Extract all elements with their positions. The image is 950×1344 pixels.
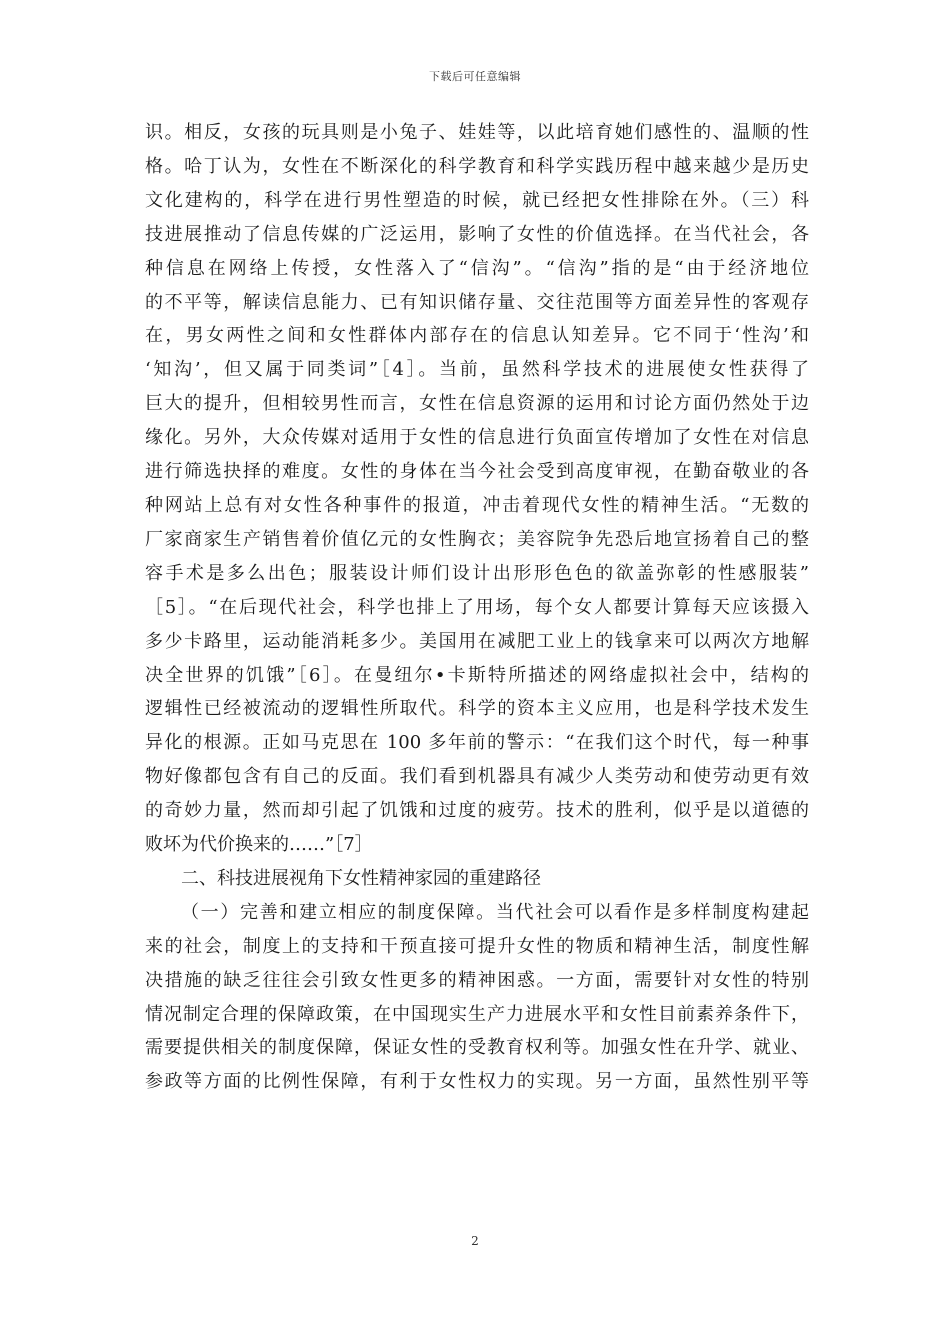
text-line: ［5］。“在后现代社会，科学也排上了用场，每个女人都要计算每天应该摄入 bbox=[145, 596, 809, 618]
text-line: 决措施的缺乏往往会引致女性更多的精神困惑。一方面，需要针对女性的特别 bbox=[145, 969, 809, 991]
text-line: 的奇妙力量，然而却引起了饥饿和过度的疲劳。技术的胜利，似乎是以道德的 bbox=[145, 800, 809, 822]
text-line: 败坏为代价换来的……”［7］ bbox=[145, 834, 373, 856]
text-line: 识。相反，女孩的玩具则是小兔子、娃娃等，以此培育她们感性的、温顺的性 bbox=[145, 122, 809, 143]
text-line: （一）完善和建立相应的制度保障。当代社会可以看作是多样制度构建起 bbox=[181, 901, 809, 923]
text-line: 格。哈丁认为，女性在不断深化的科学教育和科学实践历程中越来越少是历史 bbox=[145, 155, 809, 177]
text-line: ‘知沟’，但又属于同类词”［4］。当前，虽然科学技术的进展使女性获得了 bbox=[145, 359, 809, 381]
paragraph-1 bbox=[145, 116, 809, 862]
text-line: 异化的根源。正如马克思在 100 多年前的警示：“在我们这个时代，每一种事 bbox=[145, 732, 809, 754]
section-heading bbox=[145, 862, 809, 896]
text-line: 在，男女两性之间和女性群体内部存在的信息认知差异。它不同于‘性沟’和 bbox=[145, 325, 809, 347]
text-line: 来的社会，制度上的支持和干预直接可提升女性的物质和精神生活，制度性解 bbox=[145, 935, 809, 957]
text-line: 技进展推动了信息传媒的广泛运用，影响了女性的价值选择。在当代社会，各 bbox=[145, 223, 809, 245]
text-line: 决全世界的饥饿”［6］。在曼纽尔•卡斯特所描述的网络虚拟社会中，结构的 bbox=[145, 664, 809, 686]
text-line: 种信息在网络上传授，女性落入了“信沟”。“信沟”指的是“由于经济地位 bbox=[145, 257, 809, 279]
paragraph-2 bbox=[145, 896, 809, 1099]
text-line: 种网站上总有对女性各种事件的报道，冲击着现代女性的精神生活。“无数的 bbox=[145, 494, 809, 516]
text-line: 物好像都包含有自己的反面。我们看到机器具有减少人类劳动和使劳动更有效 bbox=[145, 766, 809, 788]
text-line: 多少卡路里，运动能消耗多少。美国用在减肥工业上的钱拿来可以两次方地解 bbox=[145, 630, 809, 652]
text-line: 情况制定合理的保障政策，在中国现实生产力进展水平和女性目前素养条件下， bbox=[145, 1003, 809, 1025]
text-line: 进行筛选抉择的难度。女性的身体在当今社会受到高度审视，在勤奋敬业的各 bbox=[145, 461, 809, 483]
document-body bbox=[145, 116, 809, 1099]
text-line: 的不平等，解读信息能力、已有知识储存量、交往范围等方面差异性的客观存 bbox=[145, 291, 809, 313]
text-line: 逻辑性已经被流动的逻辑性所取代。科学的资本主义应用，也是科学技术发生 bbox=[145, 698, 809, 720]
page-number: 2 bbox=[471, 1234, 479, 1248]
text-line: 文化建构的，科学在进行男性塑造的时候，就已经把女性排除在外。（三）科 bbox=[145, 189, 809, 211]
text-line: 巨大的提升，但相较男性而言，女性在信息资源的运用和讨论方面仍然处于边 bbox=[145, 393, 809, 415]
section-heading-text: 二、科技进展视角下女性精神家园的重建路径 bbox=[181, 867, 541, 889]
text-line: 容手术是多么出色；服装设计师们设计出形形色色的欲盖弥彰的性感服装” bbox=[145, 562, 809, 584]
text-line: 厂家商家生产销售着价值亿元的女性胸衣；美容院争先恐后地宣扬着自己的整 bbox=[145, 528, 809, 550]
text-line: 需要提供相关的制度保障，保证女性的受教育权利等。加强女性在升学、就业、 bbox=[145, 1037, 809, 1059]
text-line: 参政等方面的比例性保障，有利于女性权力的实现。另一方面，虽然性别平等 bbox=[145, 1071, 809, 1093]
text-line: 缘化。另外，大众传媒对适用于女性的信息进行负面宣传增加了女性在对信息 bbox=[145, 427, 809, 449]
page-header: 下载后可任意编辑 bbox=[429, 70, 521, 83]
